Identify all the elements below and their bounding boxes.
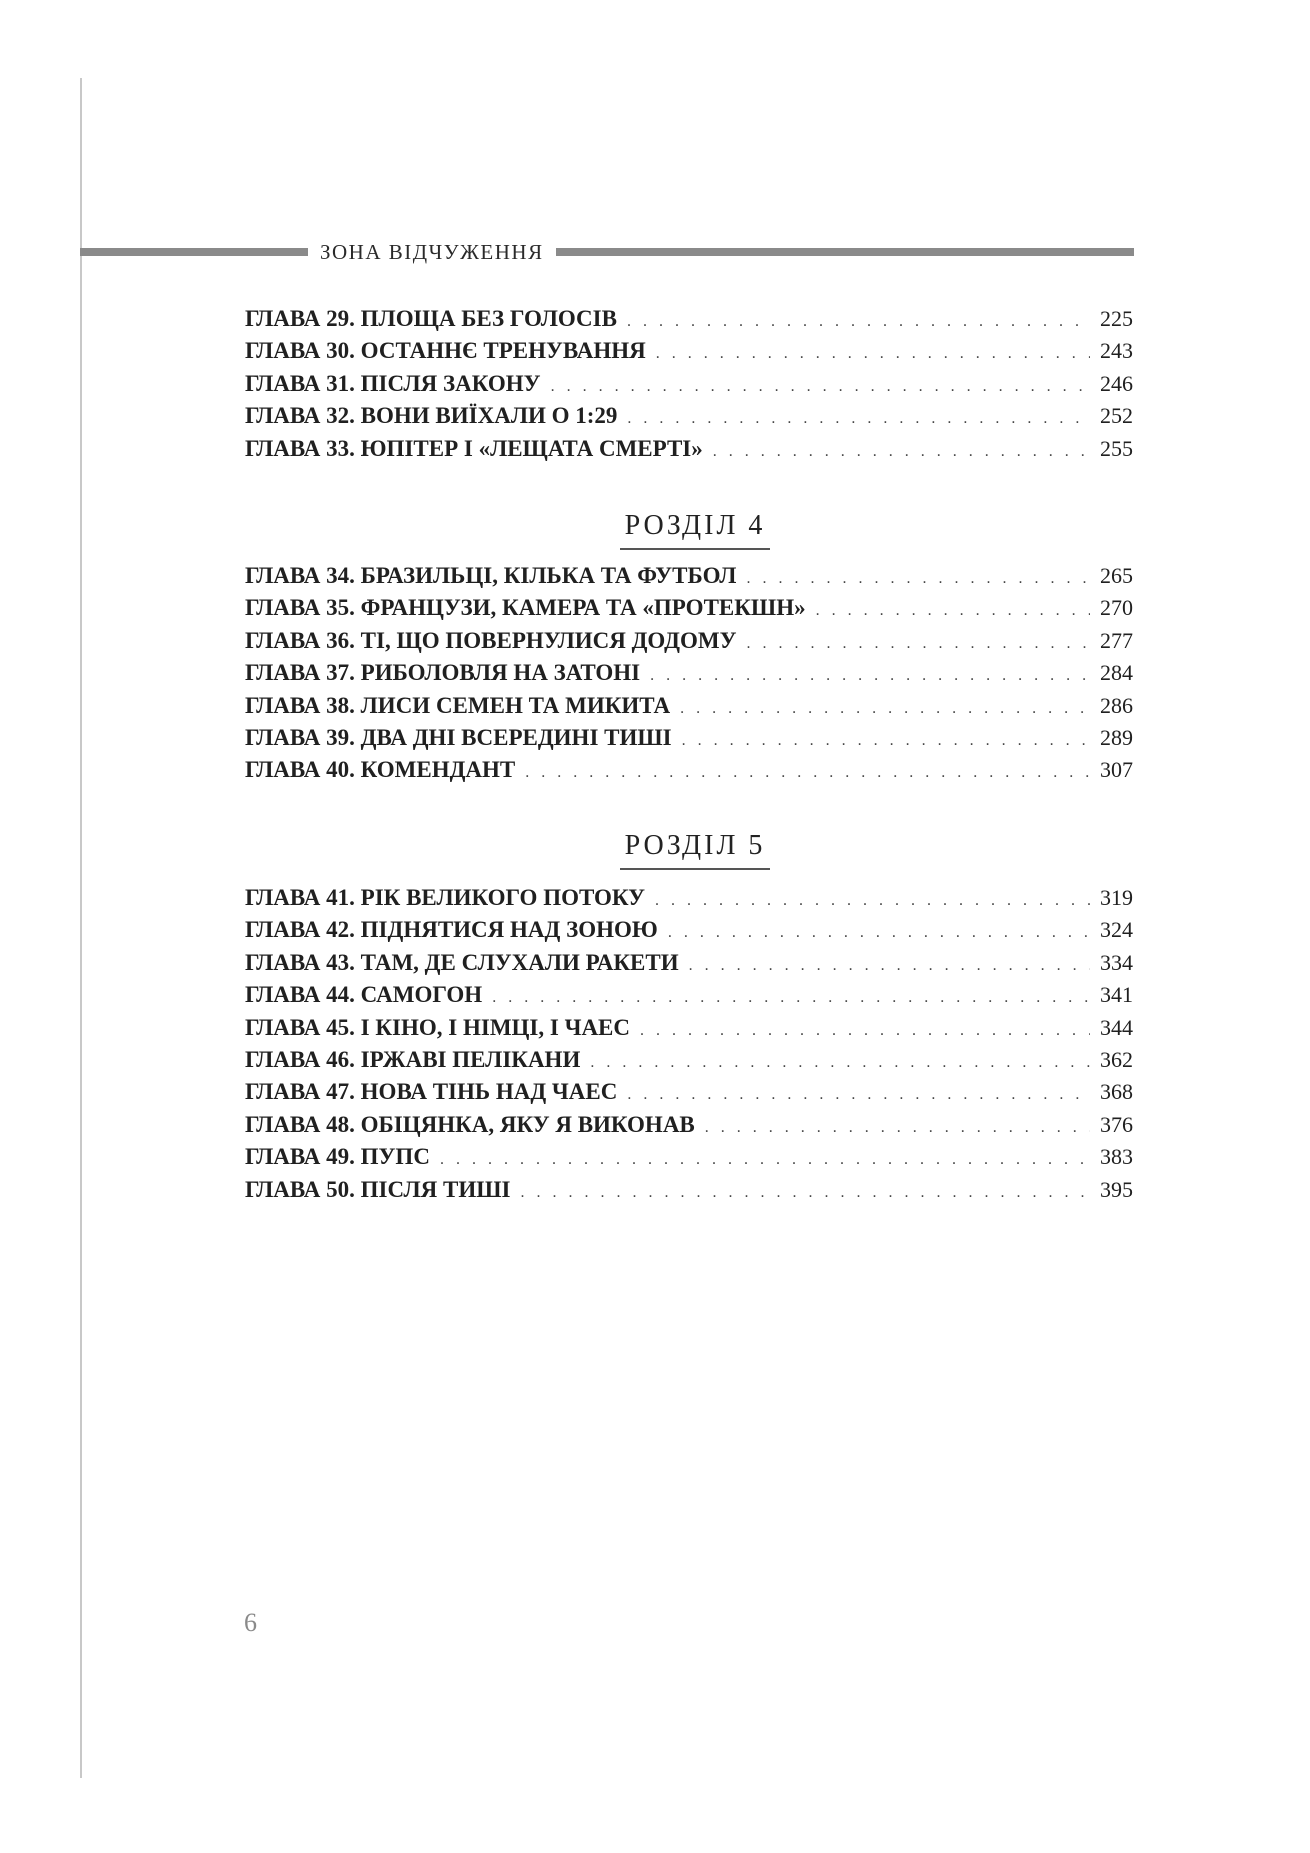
toc-entry: ГЛАВА 48. ОБІЦЯНКА, ЯКУ Я ВИКОНАВ . . . 376: [245, 1112, 1133, 1144]
toc-entry: ГЛАВА 35. ФРАНЦУЗИ, КАМЕРА ТА «ПРОТЕКШН» . . . 270: [245, 595, 1133, 627]
header-bar-left: [80, 248, 308, 256]
header-bar-right: [556, 248, 1134, 256]
section-rule: [620, 868, 770, 870]
page-number: 6: [244, 1608, 257, 1637]
toc-entry: ГЛАВА 47. НОВА ТІНЬ НАД ЧАЕС . . . 368: [245, 1079, 1133, 1111]
section-rule: [620, 548, 770, 550]
toc-list-top: [245, 306, 1133, 468]
margin-rule: [80, 78, 82, 1778]
toc-entry: ГЛАВА 40. КОМЕНДАНТ . . . 307: [245, 757, 1133, 789]
toc-entry: ГЛАВА 42. ПІДНЯТИСЯ НАД ЗОНОЮ . . . 324: [245, 917, 1133, 949]
toc-entry: ГЛАВА 33. ЮПІТЕР І «ЛЕЩАТА СМЕРТІ» . . . 255: [245, 436, 1133, 468]
toc-entry: ГЛАВА 46. ІРЖАВІ ПЕЛІКАНИ . . . 362: [245, 1047, 1133, 1079]
toc-entry: ГЛАВА 31. ПІСЛЯ ЗАКОНУ . . . 246: [245, 371, 1133, 403]
toc-entry: ГЛАВА 29. ПЛОЩА БЕЗ ГОЛОСІВ . . . 225: [245, 306, 1133, 338]
toc-entry: ГЛАВА 50. ПІСЛЯ ТИШІ . . . 395: [245, 1177, 1133, 1209]
toc-entry: ГЛАВА 36. ТІ, ЩО ПОВЕРНУЛИСЯ ДОДОМУ . . . 277: [245, 628, 1133, 660]
toc-entry: ГЛАВА 43. ТАМ, ДЕ СЛУХАЛИ РАКЕТИ . . . 334: [245, 950, 1133, 982]
toc-entry: ГЛАВА 45. І КІНО, І НІМЦІ, І ЧАЕС . . . 344: [245, 1015, 1133, 1047]
toc-list-section-5: [245, 885, 1133, 1209]
running-header: [80, 238, 1134, 266]
toc-entry: ГЛАВА 39. ДВА ДНІ ВСЕРЕДИНІ ТИШІ . . . 289: [245, 725, 1133, 757]
book-title: ЗОНА ВІДЧУЖЕННЯ: [320, 239, 544, 264]
section-heading-5: РОЗДІЛ 5: [620, 830, 770, 870]
toc-entry: ГЛАВА 44. САМОГОН . . . 341: [245, 982, 1133, 1014]
toc-list-section-4: [245, 563, 1133, 790]
toc-entry: ГЛАВА 32. ВОНИ ВИЇХАЛИ О 1:29 . . . 252: [245, 403, 1133, 435]
section-heading-4: РОЗДІЛ 4: [620, 510, 770, 550]
toc-entry: ГЛАВА 34. БРАЗИЛЬЦІ, КІЛЬКА ТА ФУТБОЛ . . . 265: [245, 563, 1133, 595]
toc-entry: ГЛАВА 37. РИБОЛОВЛЯ НА ЗАТОНІ . . . 284: [245, 660, 1133, 692]
toc-entry: ГЛАВА 38. ЛИСИ СЕМЕН ТА МИКИТА . . . 286: [245, 693, 1133, 725]
toc-entry: ГЛАВА 41. РІК ВЕЛИКОГО ПОТОКУ . . . 319: [245, 885, 1133, 917]
toc-entry: ГЛАВА 49. ПУПС . . . 383: [245, 1144, 1133, 1176]
toc-entry: ГЛАВА 30. ОСТАННЄ ТРЕНУВАННЯ . . . 243: [245, 338, 1133, 370]
